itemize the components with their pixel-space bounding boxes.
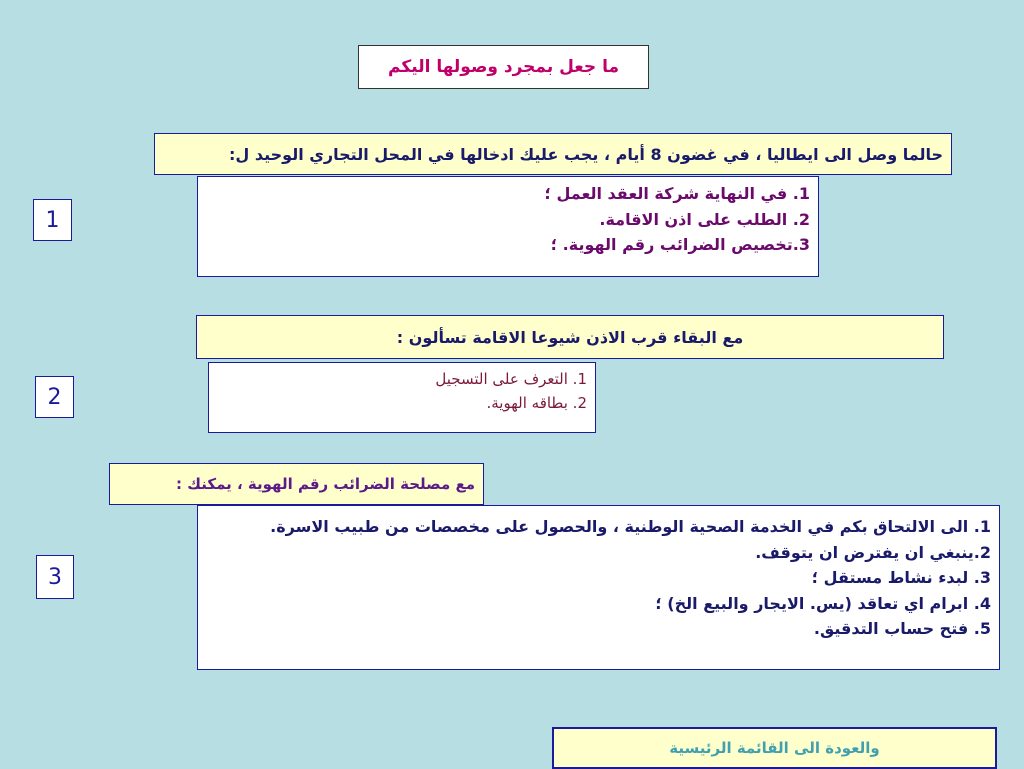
back-to-main-menu-button[interactable]: والعودة الى القائمة الرئيسية bbox=[552, 727, 997, 769]
section-2-list bbox=[208, 362, 596, 433]
list-item: 2. بطاقه الهوية. bbox=[486, 394, 587, 412]
section-2-number: 2 bbox=[35, 376, 74, 418]
list-item: 3.تخصيص الضرائب رقم الهوية. ؛ bbox=[550, 235, 810, 255]
list-item: 5. فتح حساب التدقيق. bbox=[813, 619, 991, 639]
list-item: 3. لبدء نشاط مستقل ؛ bbox=[811, 568, 991, 588]
section-3-header: مع مصلحة الضرائب رقم الهوية ، يمكنك : bbox=[109, 463, 484, 505]
section-1-header: حالما وصل الى ايطاليا ، في غضون 8 أيام ، يجب عليك ادخالها في المحل التجاري الوحيد ل: bbox=[154, 133, 952, 175]
section-2-header: مع البقاء قرب الاذن شيوعا الاقامة تسألون : bbox=[196, 315, 944, 359]
list-item: 2. الطلب على اذن الاقامة. bbox=[599, 209, 810, 229]
list-item: 1. التعرف على التسجيل bbox=[435, 370, 587, 388]
section-3-list bbox=[197, 505, 1000, 670]
list-item: 1. في النهاية شركة العقد العمل ؛ bbox=[544, 184, 810, 203]
list-item: 4. ابرام اي تعاقد (يس. الايجار والبيع الخ) ؛ bbox=[655, 593, 991, 613]
section-3-number: 3 bbox=[36, 555, 74, 599]
list-item: 2.ينبغي ان يفترض ان يتوقف. bbox=[755, 542, 991, 562]
section-1-number: 1 bbox=[33, 199, 72, 241]
page-title: ما جعل بمجرد وصولها اليكم bbox=[358, 45, 649, 89]
section-1-list bbox=[197, 176, 819, 277]
list-item: 1. الى الالتحاق بكم في الخدمة الصحية الوطنية ، والحصول على مخصصات من طبيب الاسرة. bbox=[270, 517, 991, 536]
